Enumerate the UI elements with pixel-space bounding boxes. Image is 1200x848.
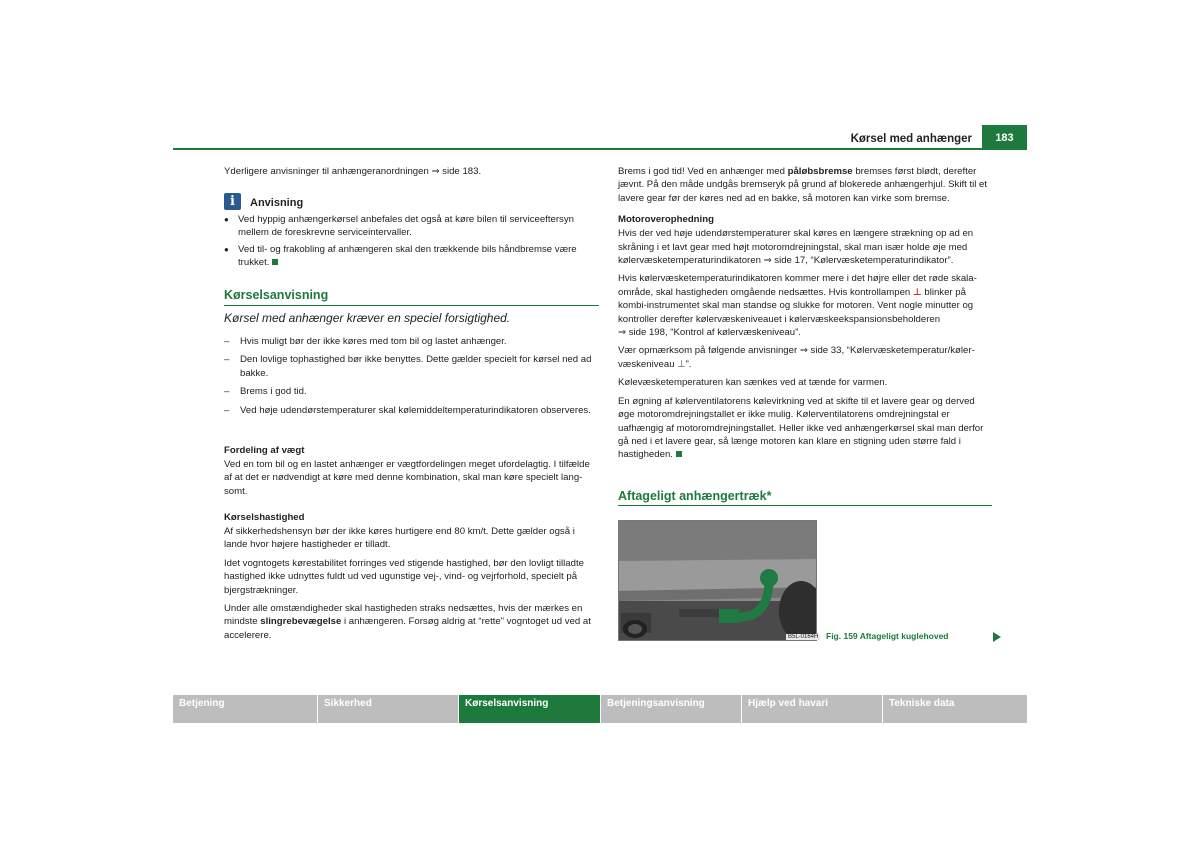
tab-sikkerhed[interactable]: Sikkerhed xyxy=(318,695,458,723)
note-title: Anvisning xyxy=(250,197,304,209)
weight-title: Fordeling af vægt xyxy=(224,445,305,456)
speed-text-1: Af sikkerhedshensyn bør der ikke køres hurtigere end 80 km/t. Dette gælder også i lande hvor højere hastigheder er tilladt. xyxy=(224,526,575,551)
section-title-aftageligt: Aftageligt anhængertræk* xyxy=(618,489,772,503)
end-mark-icon xyxy=(272,259,278,265)
overheat-text-1: Hvis der ved høje udendørstemperaturer skal køres en længere strækning op ad en skråning i et lavt gear med højt motoromdrejningstal, skal man især holde øje med kølervæsketemperaturindikatoren ⇒ side 17, “Kølervæsketemperaturindikator”. xyxy=(618,228,974,267)
list-item: – Brems i god tid. xyxy=(224,386,307,398)
overheat-text-4: Kølevæsketemperaturen kan sænkes ved at tænde for varmen. xyxy=(618,377,888,389)
tab-korselsanvisning[interactable]: Kørselsanvisning xyxy=(459,695,600,723)
brake-text: Brems i god tid! Ved en anhænger med påløbsbremse bremses først blødt, derefter jævnt. På den måde undgås bremseryk på grund af blokerede anhængerhjul. Skift til et lavere gear før der køres ned ad en bakke, så motoren kan virke som bremse. xyxy=(618,166,988,204)
right-column xyxy=(618,165,992,462)
overheat-text-3: Vær opmærksom på følgende anvisninger ⇒ side 33, “Kølervæsketemperatur/kølervæskeniveau ⊥”. xyxy=(618,345,975,370)
figure-caption: Fig. 159 Aftageligt kuglehoved xyxy=(826,631,949,641)
speed-text-3: Under alle omstændigheder skal hastigheden straks nedsættes, hvis der mærkes en mindste slingrebevægelse i anhængeren. Forsøg aldrig at “rette” vogntoget ud ved at accelerere. xyxy=(224,603,591,641)
section-title-korselsanvisning: Kørselsanvisning xyxy=(224,288,329,302)
section-rule xyxy=(224,305,599,306)
overheat-text-5: En øgning af kølerventilatorens kølevirkning ved at skifte til et lavere gear og derved øge motoromdrejningstallet er ikke mulig. Kølerventilatorens omdrejningstal er uafhængig af motoromdrejningstallet. Heller ikke ved anhængerkørsel skal man derfor gå ned i et lavere gear, så længe motoren kan klare en stigning uden større fald i hastigheden. xyxy=(618,395,984,461)
end-mark-icon xyxy=(676,451,682,457)
header-rule xyxy=(173,148,1027,150)
section-lead: Kørsel med anhænger kræver en speciel forsigtighed. xyxy=(224,311,511,325)
left-column xyxy=(224,165,599,178)
tab-betjeningsanvisning[interactable]: Betjeningsanvisning xyxy=(601,695,741,723)
tab-tekniske-data[interactable]: Tekniske data xyxy=(883,695,1027,723)
next-page-arrow-icon[interactable] xyxy=(993,632,1001,642)
towbar-illustration xyxy=(619,521,817,641)
weight-text: Ved en tom bil og en lastet anhænger er vægtfordelingen meget ufordelagtig. I tilfælde af at det er nødvendigt at køre med denne kombination, skal man køre specielt langsomt. xyxy=(224,459,590,497)
weight-section xyxy=(224,445,599,498)
note-item: ● Ved hyppig anhængerkørsel anbefales det også at køre bilen til serviceeftersyn mellem de foreskrevne serviceintervaller. xyxy=(224,214,574,239)
speed-text-2: Idet vogntogets kørestabilitet forringes ved stigende hastighed, bør den lovligt tilladte hastighed ikke udnyttes fuldt ud ved ugunstige vej-, vind- og vejrforhold, specielt på bjergstrækninger. xyxy=(224,557,584,596)
bullet-icon: ● xyxy=(224,215,229,224)
coolant-icon: ⊥ xyxy=(677,358,686,370)
chapter-title: Kørsel med anhænger xyxy=(850,133,972,145)
speed-title: Kørselshastighed xyxy=(224,512,305,523)
tab-betjening[interactable]: Betjening xyxy=(173,695,317,723)
list-item: – Den lovlige tophastighed bør ikke benyttes. Dette gælder specielt for kørsel ned ad bakke. xyxy=(224,354,592,379)
overheat-text-2: Hvis kølervæsketemperaturindikatoren kommer mere i det højre eller det røde skalaområde, skal hastigheden omgående nedsættes. Hvis kontrollampen ⊥ blinker på kombi-instrumentet skal man standse og slukke for motoren. Vent nogle minutter og kontroller derefter kølervæskeniveauet i kølervæskeekspansionsbeholderen ⇒ side 198, “Kontrol af kølervæskeniveau”. xyxy=(618,273,977,339)
note-item: ● Ved til- og frakobling af anhængeren skal den trækkende bils håndbremse være trukket. xyxy=(224,243,577,269)
list-item: – Ved høje udendørstemperaturer skal kølemiddeltemperaturindikatoren observeres. xyxy=(224,404,591,416)
warning-lamp-icon: ⊥ xyxy=(912,286,922,298)
page-number: 183 xyxy=(982,125,1027,149)
figure-code: B5L-0164H xyxy=(788,634,819,640)
note-list xyxy=(224,213,599,270)
info-icon: i xyxy=(224,193,241,210)
section-rule xyxy=(618,505,992,506)
overheat-title: Motoroverophedning xyxy=(618,214,714,226)
dash-list xyxy=(224,335,599,417)
speed-section xyxy=(224,512,599,642)
towbar-figure xyxy=(618,520,817,641)
tab-hjaelp-ved-havari[interactable]: Hjælp ved havari xyxy=(742,695,882,723)
intro-text: Yderligere anvisninger til anhængeranordningen ⇒ side 183. xyxy=(224,166,482,177)
list-item: – Hvis muligt bør der ikke køres med tom bil og lastet anhænger. xyxy=(224,336,507,347)
bullet-icon: ● xyxy=(224,244,229,254)
